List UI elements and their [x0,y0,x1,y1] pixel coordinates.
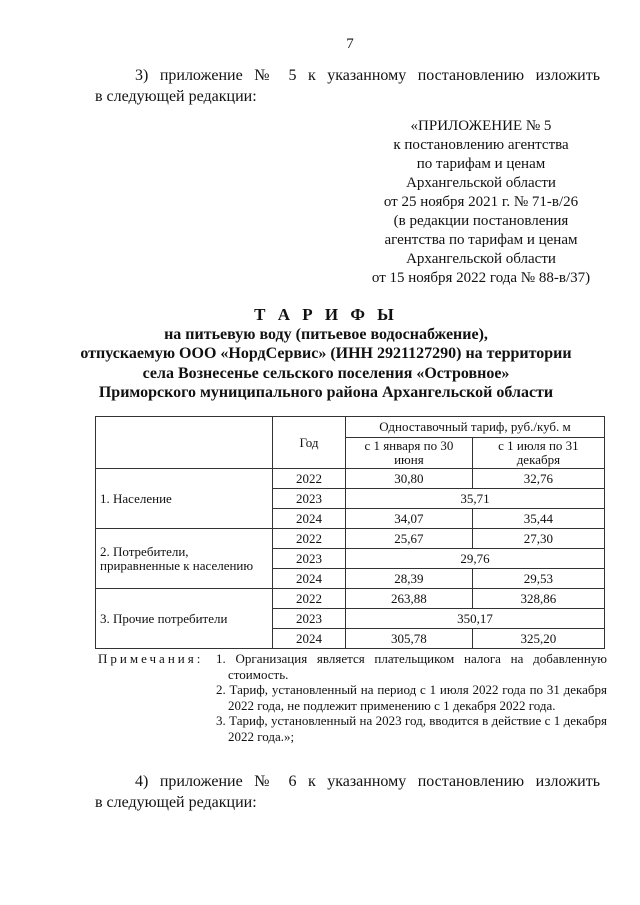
year-cell: 2024 [273,509,346,529]
title-line: отпускаемую ООО «НордСервис» (ИНН 2921127290) на территории [80,345,572,362]
value-cell: 263,88 [346,589,473,609]
year-cell: 2022 [273,469,346,489]
title-line: на питьевую воду (питьевое водоснабжение), [164,325,488,343]
appendix-line: к постановлению агентства [393,137,569,153]
year-cell: 2022 [273,529,346,549]
appendix-line: (в редакции постановления [393,213,569,229]
period-header-2: с 1 июля по 31 декабря [472,438,604,469]
note-item: 1. Организация является плательщиком налога на добавленную стоимость. [216,651,607,682]
value-cell: 34,07 [346,509,473,529]
note-item: 2. Тариф, установленный на период с 1 июля 2022 года по 31 декабря 2022 года, не подлежит применению с 1 декабря 2022 года. [216,682,607,713]
appendix-line: агентства по тарифам и ценам [384,232,578,248]
value-cell: 25,67 [346,529,473,549]
paragraph-4 [95,771,600,813]
value-cell: 27,30 [472,529,604,549]
tariff-table [95,416,605,649]
year-cell: 2024 [273,569,346,589]
document-title [80,305,572,403]
title-heading: Т А Р И Ф Ы [254,305,398,324]
paragraph-3-line1: 3) приложение № 5 к указанному постановлению изложить [135,67,600,84]
value-cell: 328,86 [472,589,604,609]
appendix-line: Архангельской области [406,175,556,191]
category-cell: 1. Население [96,469,273,529]
appendix-line: «ПРИЛОЖЕНИЕ № 5 [410,118,552,134]
appendix-header [340,117,622,288]
category-cell: 3. Прочие потребители [96,589,273,649]
note-item: 3. Тариф, установленный на 2023 год, вводится в действие с 1 декабря 2022 года.»; [216,713,607,744]
period-header-1: с 1 января по 30 июня [346,438,473,469]
notes-label: Примечания: [98,651,204,666]
paragraph-3-line2: в следующей редакции: [95,88,257,105]
year-cell: 2023 [273,549,346,569]
year-cell: 2023 [273,489,346,509]
year-cell: 2023 [273,609,346,629]
merged-value-cell: 35,71 [346,489,605,509]
value-cell: 30,80 [346,469,473,489]
title-line: Приморского муниципального района Архангельской области [98,384,554,401]
appendix-line: от 15 ноября 2022 года № 88-в/37) [371,270,591,286]
value-cell: 28,39 [346,569,473,589]
value-cell: 305,78 [346,629,473,649]
category-cell: 2. Потребители, приравненные к населению [96,529,273,589]
appendix-line: Архангельской области [406,251,556,267]
value-cell: 325,20 [472,629,604,649]
year-cell: 2024 [273,629,346,649]
merged-value-cell: 350,17 [346,609,605,629]
year-cell: 2022 [273,589,346,609]
tariff-header: Одноставочный тариф, руб./куб. м [346,417,605,438]
page-number: 7 [346,36,354,52]
value-cell: 32,76 [472,469,604,489]
paragraph-3 [95,65,600,107]
value-cell: 35,44 [472,509,604,529]
year-header: Год [273,417,346,469]
title-line: села Вознесенье сельского поселения «Островное» [142,364,510,382]
paragraph-4-line2: в следующей редакции: [95,794,257,811]
value-cell: 29,53 [472,569,604,589]
appendix-line: от 25 ноября 2021 г. № 71-в/26 [383,194,579,210]
paragraph-4-line1: 4) приложение № 6 к указанному постановлению изложить [135,773,600,790]
merged-value-cell: 29,76 [346,549,605,569]
appendix-line: по тарифам и ценам [416,156,546,172]
empty-header-cell [96,417,273,469]
